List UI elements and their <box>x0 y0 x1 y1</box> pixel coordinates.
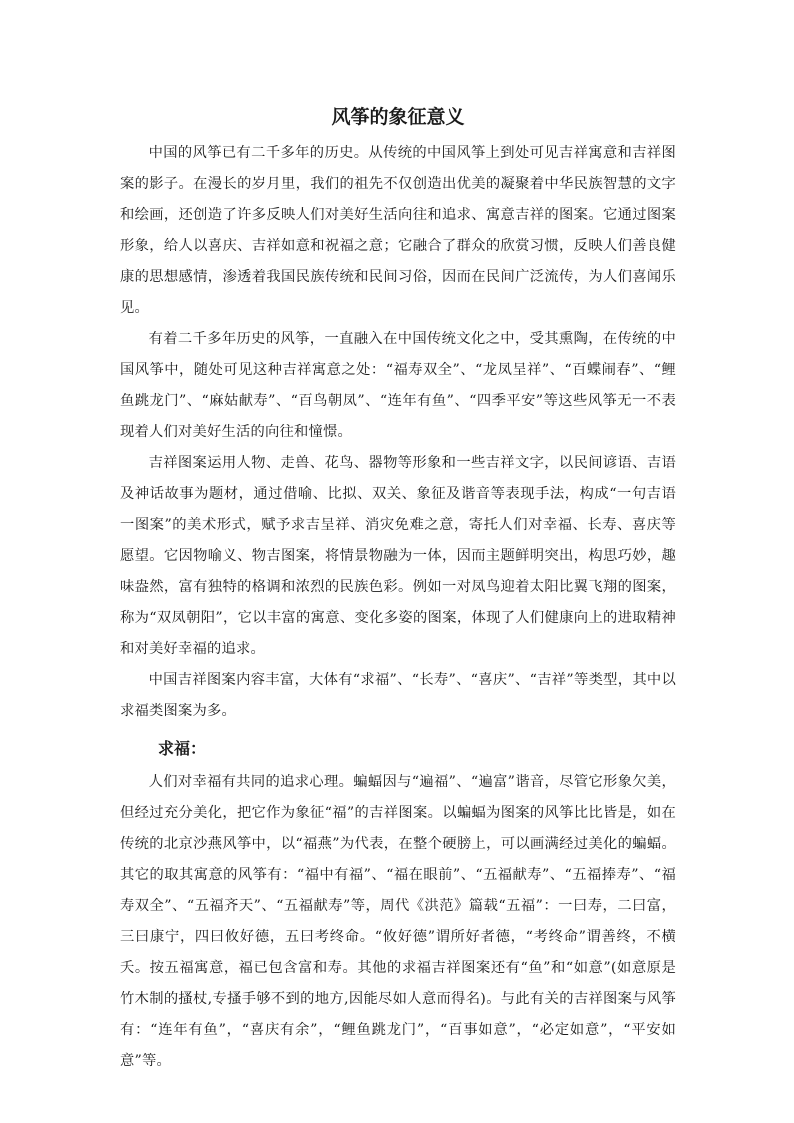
paragraph-patterns: 吉祥图案运用人物、走兽、花鸟、器物等形象和一些吉祥文字，以民间谚语、吉语及神话故事为题材，通过借喻、比拟、双关、象征及谐音等表现手法，构成“一句吉语一图案”的美术形式，赋予求吉呈祥、消灾免难之意，寄托人们对幸福、长寿、喜庆等愿望。它因物喻义、物吉图案，将情景物融为一体，因而主题鲜明突出，构思巧妙，趣味盎然，富有独特的格调和浓烈的民族色彩。例如一对凤鸟迎着太阳比翼飞翔的图案，称为“双凤朝阳”，它以丰富的寓意、变化多姿的图案，体现了人们健康向上的进取精神和对美好幸福的追求。 <box>120 455 676 657</box>
paragraph-tradition: 有着二千多年历史的风筝，一直融入在中国传统文化之中，受其熏陶，在传统的中国风筝中，随处可见这种吉祥寓意之处：“福寿双全”、“龙凤呈祥”、“百蝶闹春”、“鲤鱼跳龙门”、“麻姑献寿”、“百鸟朝凤”、“连年有鱼”、“四季平安”等这些风筝无一不表现着人们对美好生活的向往和憧憬。 <box>120 331 676 440</box>
section-heading: 求福： <box>158 739 207 758</box>
paragraph-types: 中国吉祥图案内容丰富，大体有“求福”、“长寿”、“喜庆”、“吉祥”等类型，其中以求福类图案为多。 <box>120 672 676 719</box>
document-title: 风筝的象征意义 <box>331 106 465 128</box>
paragraph-intro: 中国的风筝已有二千多年的历史。从传统的中国风筝上到处可见吉祥寓意和吉祥图案的影子。在漫长的岁月里，我们的祖先不仅创造出优美的凝聚着中华民族智慧的文字和绘画，还创造了许多反映人们对美好生活向往和追求、寓意吉祥的图案。它通过图案形象，给人以喜庆、吉祥如意和祝福之意；它融合了群众的欣赏习惯，反映人们善良健康的思想感情，渗透着我国民族传统和民间习俗，因而在民间广泛流传，为人们喜闻乐见。 <box>120 145 676 316</box>
document-page <box>120 96 676 1077</box>
paragraph-seeking-fortune: 人们对幸福有共同的追求心理。蝙蝠因与“遍福”、“遍富”谐音，尽管它形象欠美，但经过充分美化，把它作为象征“福”的吉祥图案。以蝙蝠为图案的风筝比比皆是，如在传统的北京沙燕风筝中，以“福燕”为代表，在整个硬膀上，可以画满经过美化的蝙蝠。其它的取其寓意的风筝有：“福中有福”、“福在眼前”、“五福献寿”、“五福捧寿”、“福寿双全”、“五福齐天”、“五福献寿”等，周代《洪范》篇载“五福”：一曰寿，二曰富，三曰康宁，四曰攸好德，五曰考终命。“攸好德”谓所好者德，“考终命”谓善终，不横夭。按五福寓意，福已包含富和寿。其他的求福吉祥图案还有“鱼”和“如意”(如意原是竹木制的搔杖,专搔手够不到的地方,因能尽如人意而得名)。与此有关的吉祥图案与风筝有：“连年有鱼”，“喜庆有余”，“鲤鱼跳龙门”，“百事如意”，“必定如意”，“平安如意”等。 <box>120 774 676 1069</box>
